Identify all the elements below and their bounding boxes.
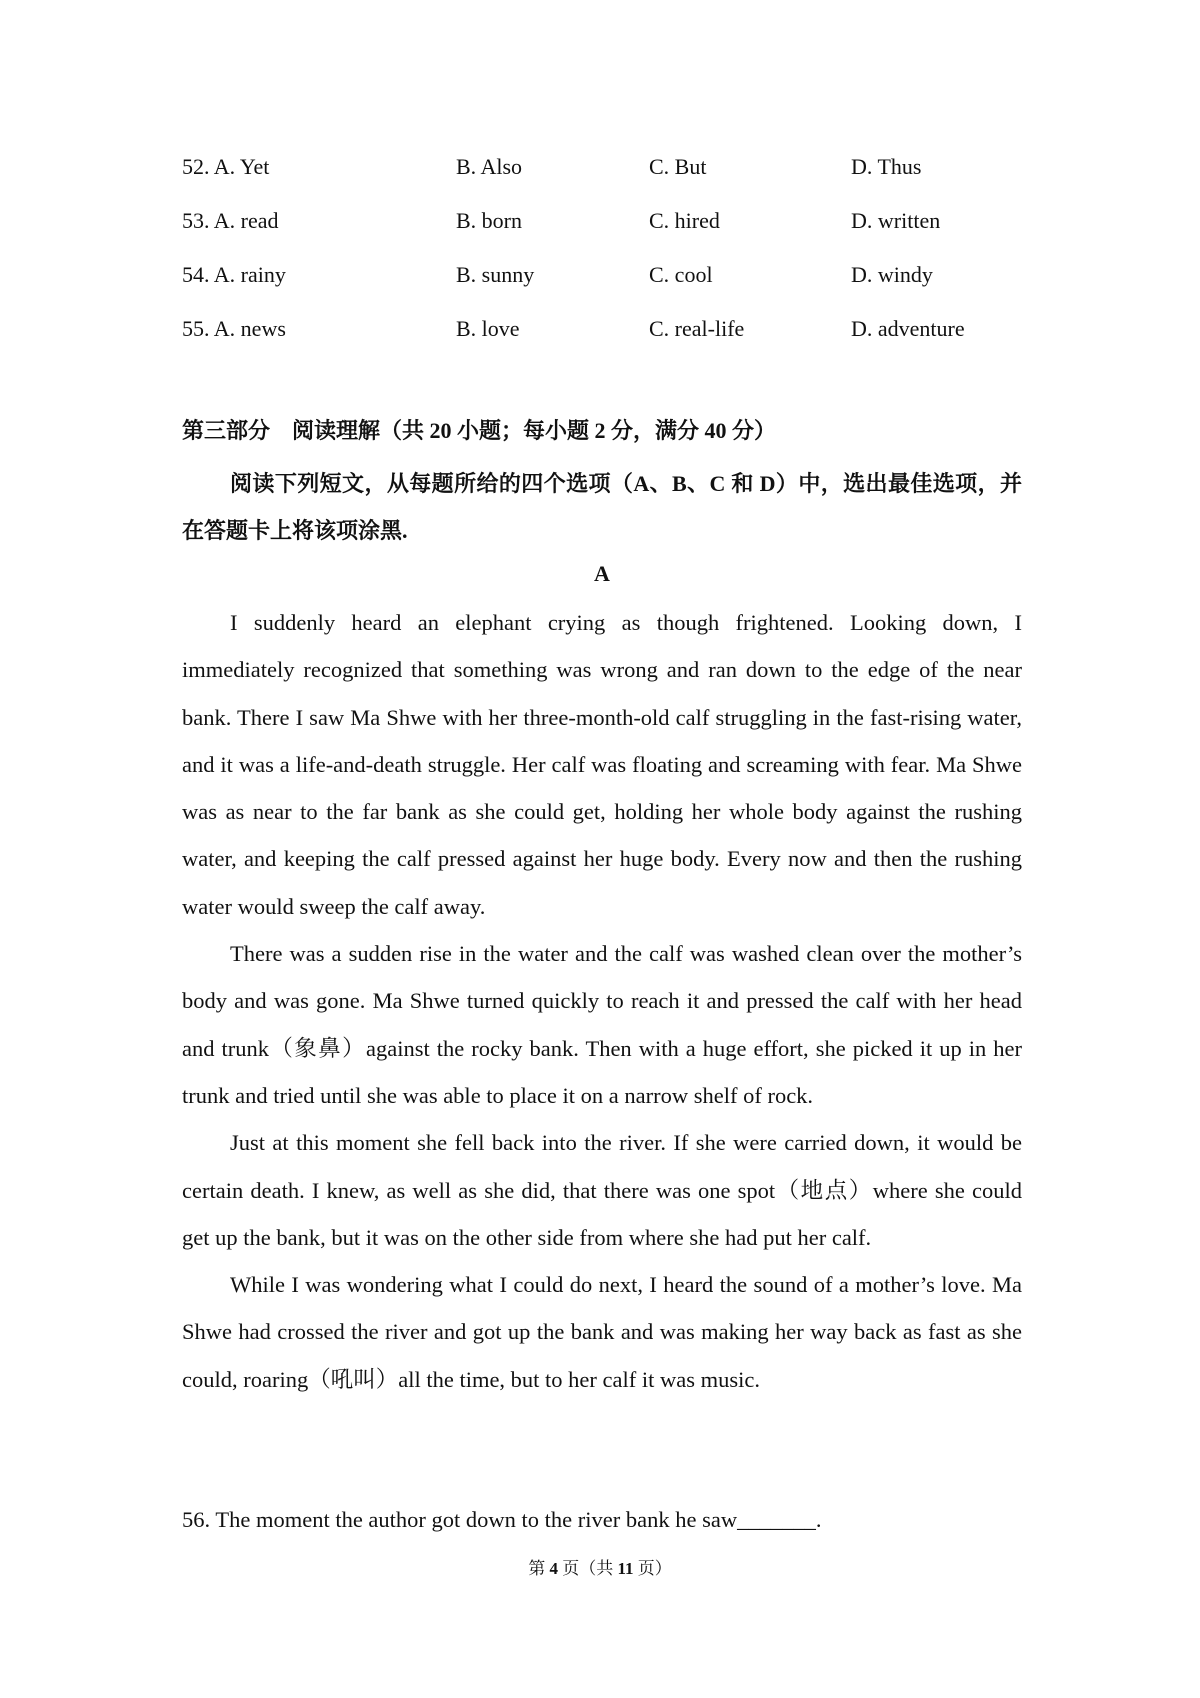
passage-paragraph: I suddenly heard an elephant crying as though frightened. Looking down, I immediately recognized that something was wrong and ran down to the edge of the near bank. There I saw Ma Shwe with her three-month-old calf struggling in the fast-rising water, and it was a life-and-death struggle. Her calf was floating and screaming with fear. Ma Shwe was as near to the far bank as she could get, holding her whole body against the rushing water, and keeping the calf pressed against her huge body. Every now and then the rushing water would sweep the calf away. <box>182 610 1022 919</box>
passage-body <box>182 599 1022 1403</box>
option-53-a: 53. A. read <box>182 208 279 233</box>
option-row-55 <box>182 314 1032 344</box>
footer-page-number: 4 <box>549 1559 558 1578</box>
option-row-54 <box>182 260 1032 290</box>
passage-paragraph: There was a sudden rise in the water and the calf was washed clean over the mother’s body and was gone. Ma Shwe turned quickly to reach it and pressed the calf with her head and trunk（象鼻）against the rocky bank. Then with a huge effort, she picked it up in her trunk and tried until she was able to place it on a narrow shelf of rock. <box>182 941 1022 1108</box>
option-row-52 <box>182 152 1032 182</box>
option-row-53 <box>182 206 1032 236</box>
option-55-a: 55. A. news <box>182 316 286 341</box>
option-52-b: B. Also <box>456 154 523 179</box>
footer-prefix: 第 <box>528 1559 550 1578</box>
option-52-a: 52. A. Yet <box>182 154 270 179</box>
option-53-d: D. written <box>851 208 941 233</box>
passage-paragraph: Just at this moment she fell back into the river. If she were carried down, it would be certain death. I knew, as well as she did, that there was one spot（地点）where she could get up the bank, but it was on the other side from where she had put her calf. <box>182 1130 1022 1250</box>
passage-label: A <box>594 561 610 586</box>
option-53-b: B. born <box>456 208 522 233</box>
section-instructions: 阅读下列短文，从每题所给的四个选项（A、B、C 和 D）中，选出最佳选项，并在答题卡上将该项涂黑. <box>182 471 1022 543</box>
page-footer <box>0 1557 1200 1581</box>
footer-middle: 页（共 <box>557 1559 618 1578</box>
option-55-d: D. adventure <box>851 316 965 341</box>
footer-total-pages: 11 <box>617 1559 634 1578</box>
option-55-b: B. love <box>456 316 520 341</box>
option-54-c: C. cool <box>649 262 713 287</box>
option-54-b: B. sunny <box>456 262 535 287</box>
footer-suffix: 页） <box>633 1559 672 1578</box>
option-54-d: D. windy <box>851 262 933 287</box>
option-52-d: D. Thus <box>851 154 922 179</box>
option-53-c: C. hired <box>649 208 720 233</box>
option-54-a: 54. A. rainy <box>182 262 286 287</box>
passage-paragraph: While I was wondering what I could do next, I heard the sound of a mother’s love. Ma Shwe had crossed the river and got up the bank and was making her way back as fast as she could, roaring（吼叫）all the time, but to her calf it was music. <box>182 1272 1022 1392</box>
option-55-c: C. real-life <box>649 316 745 341</box>
option-52-c: C. But <box>649 154 707 179</box>
section-heading: 第三部分 阅读理解（共 20 小题；每小题 2 分，满分 40 分） <box>182 418 777 443</box>
question-56: 56. The moment the author got down to the river bank he saw_______. <box>182 1507 822 1532</box>
